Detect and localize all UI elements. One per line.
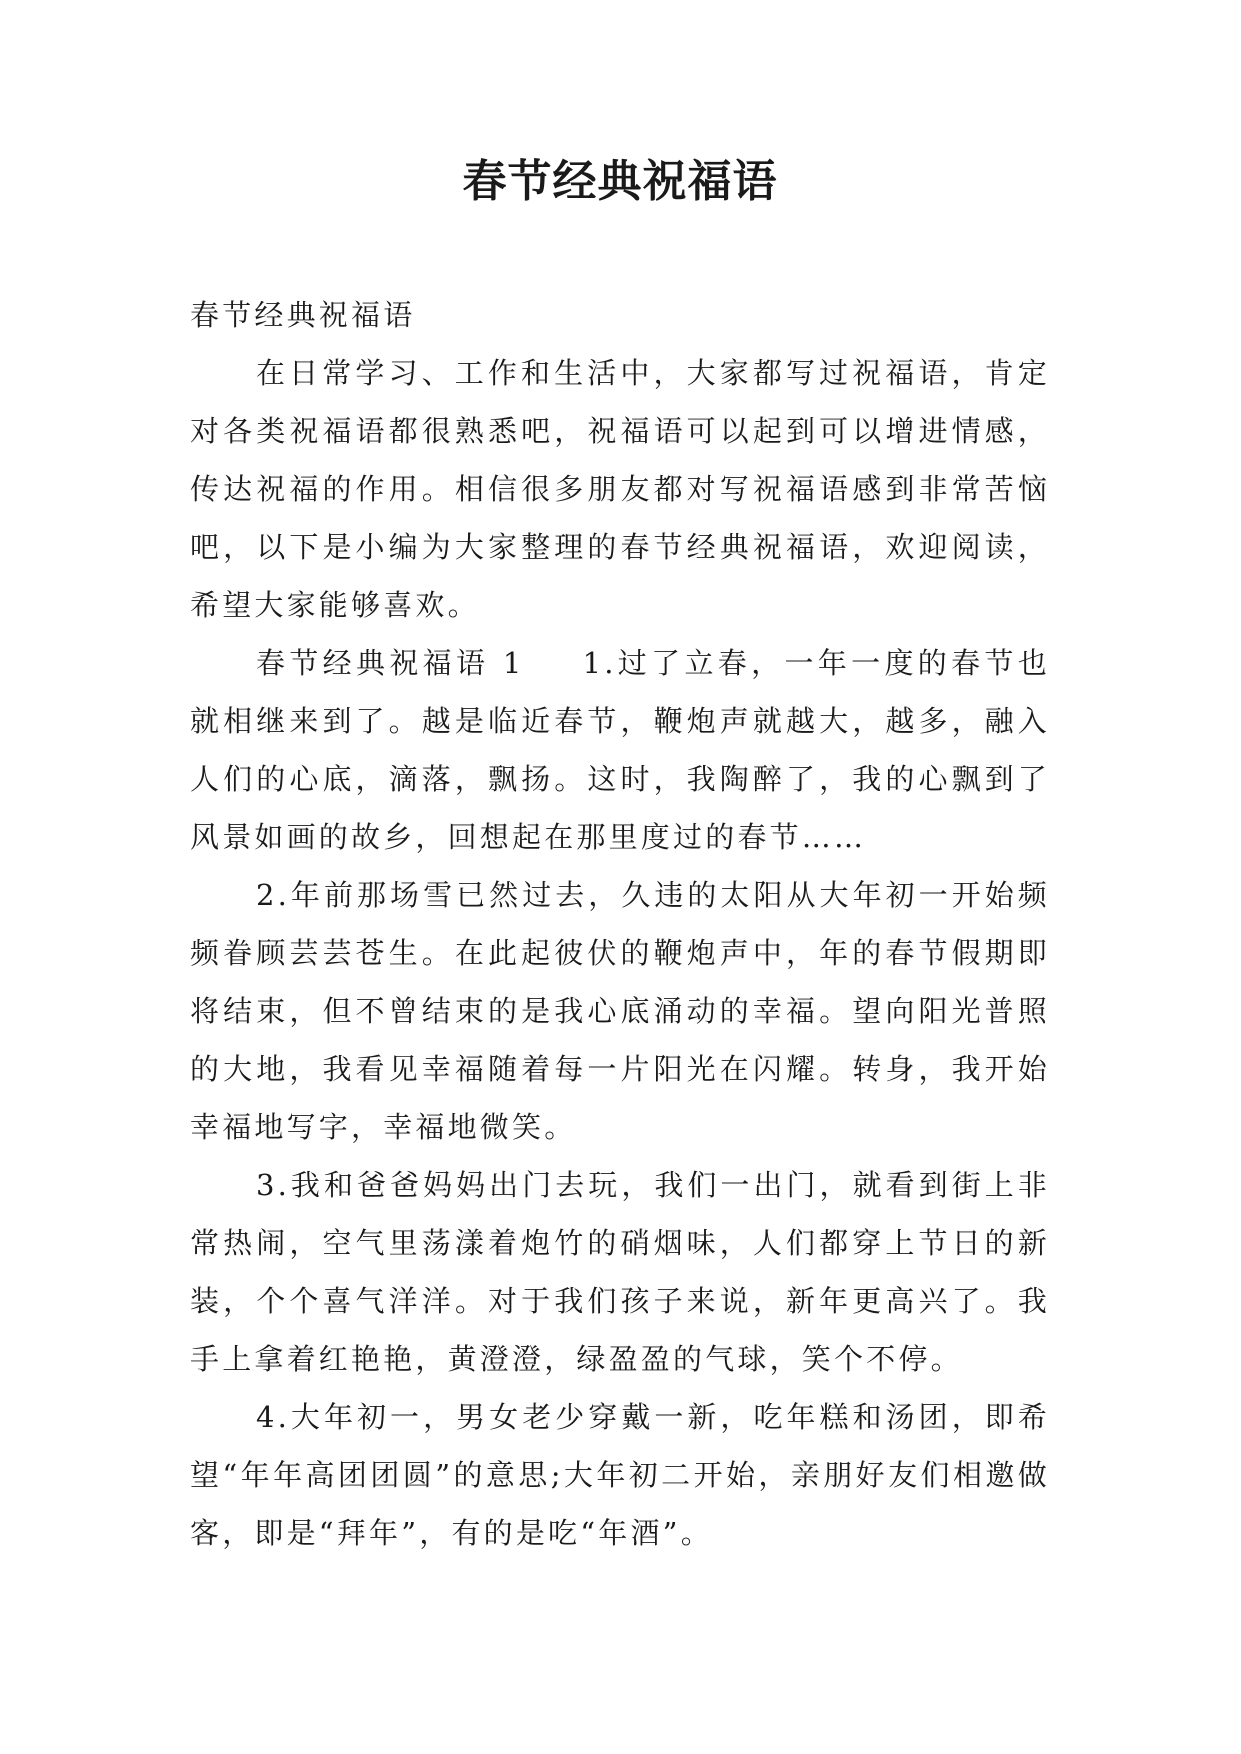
paragraph-2: 2.年前那场雪已然过去，久违的太阳从大年初一开始频频眷顾芸芸苍生。在此起彼伏的鞭炮声中，年的春节假期即将结束，但不曾结束的是我心底涌动的幸福。望向阳光普照的大地，我看见幸福随着每一片阳光在闪耀。转身，我开始幸福地写字，幸福地微笑。	[190, 878, 1050, 1144]
paragraph-1-text: 1.过了立春，一年一度的春节也就相继来到了。越是临近春节，鞭炮声就越大，越多，融入人们的心底，滴落，飘扬。这时，我陶醉了，我的心飘到了风景如画的故乡，回想起在那里度过的春节……	[190, 646, 1050, 854]
document-title: 春节经典祝福语	[462, 156, 778, 207]
document-body	[190, 286, 1050, 1562]
paragraph-3: 3.我和爸爸妈妈出门去玩，我们一出门，就看到街上非常热闹，空气里荡漾着炮竹的硝烟味，人们都穿上节日的新装，个个喜气洋洋。对于我们孩子来说，新年更高兴了。我手上拿着红艳艳，黄澄澄，绿盈盈的气球，笑个不停。	[190, 1168, 1050, 1376]
intro-paragraph: 在日常学习、工作和生活中，大家都写过祝福语，肯定对各类祝福语都很熟悉吧，祝福语可以起到可以增进情感，传达祝福的作用。相信很多朋友都对写祝福语感到非常苦恼吧，以下是小编为大家整理的春节经典祝福语，欢迎阅读，希望大家能够喜欢。	[190, 356, 1050, 622]
section-paragraph-1	[190, 634, 1050, 866]
paragraph-4: 4.大年初一，男女老少穿戴一新，吃年糕和汤团，即希望“年年高团团圆”的意思;大年初二开始，亲朋好友们相邀做客，即是“拜年”，有的是吃“年酒”。	[190, 1400, 1050, 1550]
section-heading: 春节经典祝福语 1	[256, 646, 525, 680]
document-subtitle: 春节经典祝福语	[190, 298, 416, 332]
